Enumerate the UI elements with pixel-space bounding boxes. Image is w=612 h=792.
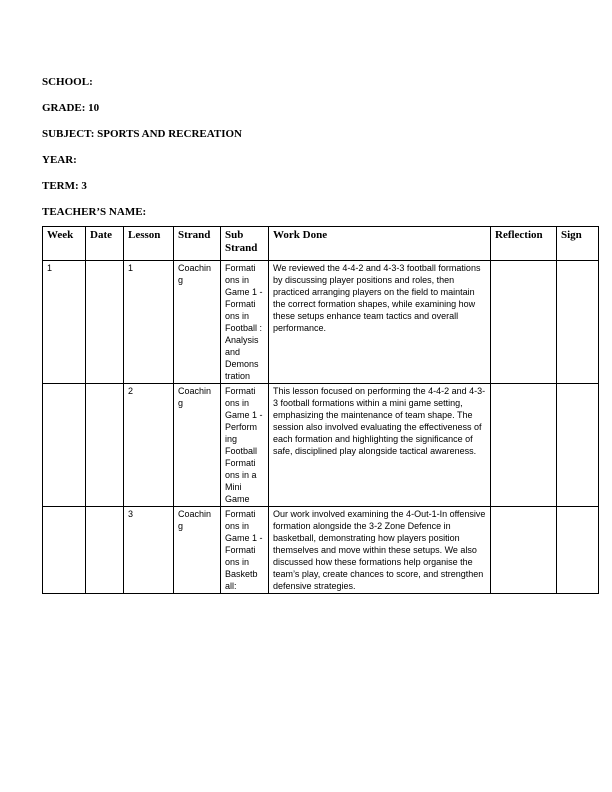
col-header-sign: Sign: [557, 227, 599, 261]
cell-week: 1: [43, 261, 86, 384]
cell-lesson: 1: [124, 261, 174, 384]
cell-date: [86, 384, 124, 507]
table-row: [43, 384, 599, 507]
col-header-date: Date: [86, 227, 124, 261]
cell-week: [43, 384, 86, 507]
grade-label: GRADE: 10: [42, 102, 100, 114]
cell-work-done: This lesson focused on performing the 4-4-2 and 4-3-3 football formations within a mini game setting, emphasizing the maintenance of team shape. The session also involved evaluating the effectiveness of each formation and highlighting the significance of safe, disciplined play alongside tactical awareness.: [269, 384, 491, 507]
table-row: [43, 507, 599, 594]
col-header-week: Week: [43, 227, 86, 261]
lesson-record-table: [42, 226, 599, 594]
cell-lesson: 2: [124, 384, 174, 507]
subject-label: SUBJECT: SPORTS AND RECREATION: [42, 128, 242, 140]
col-header-lesson: Lesson: [124, 227, 174, 261]
cell-reflection: [491, 384, 557, 507]
cell-week: [43, 507, 86, 594]
cell-strand: Coachin g: [174, 507, 221, 594]
term-label: TERM: 3: [42, 180, 87, 192]
cell-sign: [557, 384, 599, 507]
cell-reflection: [491, 507, 557, 594]
cell-sub-strand: Formati ons in Game 1 - Perform ing Football Formati ons in a Mini Game: [221, 384, 269, 507]
teacher-name-label: TEACHER’S NAME:: [42, 206, 147, 218]
cell-sub-strand: Formati ons in Game 1 - Formati ons in Football : Analysis and Demons tration: [221, 261, 269, 384]
cell-sign: [557, 261, 599, 384]
cell-sign: [557, 507, 599, 594]
col-header-reflection: Reflection: [491, 227, 557, 261]
cell-strand: Coachin g: [174, 384, 221, 507]
cell-work-done: Our work involved examining the 4-Out-1-In offensive formation alongside the 3-2 Zone Defence in basketball, demonstrating how players position themselves and move within these setups. We also discussed how these formations help organise the team’s play, create chances to score, and strengthen defensive strategies.: [269, 507, 491, 594]
cell-date: [86, 261, 124, 384]
cell-lesson: 3: [124, 507, 174, 594]
cell-work-done: We reviewed the 4-4-2 and 4-3-3 football formations by discussing player positions and roles, then practiced arranging players on the field to maintain the correct formation shapes, while examining how these setups enhance team tactics and overall performance.: [269, 261, 491, 384]
table-row: [43, 261, 599, 384]
year-label: YEAR:: [42, 154, 77, 166]
col-header-work-done: Work Done: [269, 227, 491, 261]
cell-date: [86, 507, 124, 594]
col-header-strand: Strand: [174, 227, 221, 261]
cell-sub-strand: Formati ons in Game 1 - Formati ons in Basketb all:: [221, 507, 269, 594]
cell-strand: Coachin g: [174, 261, 221, 384]
school-label: SCHOOL:: [42, 76, 93, 88]
table-header-row: [43, 227, 599, 261]
col-header-sub-strand: Sub Strand: [221, 227, 269, 261]
cell-reflection: [491, 261, 557, 384]
